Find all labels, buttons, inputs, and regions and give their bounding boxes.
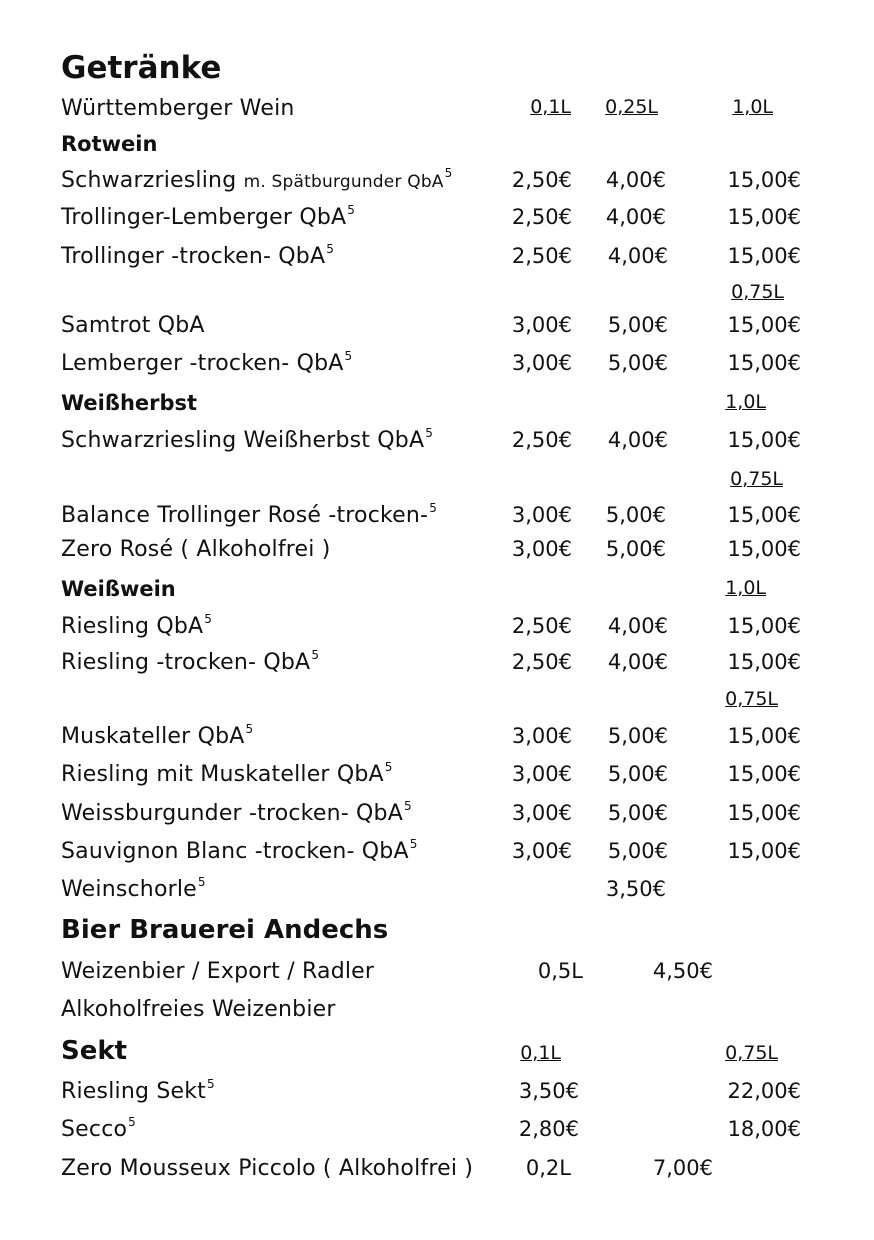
menu-item: [0, 348, 874, 381]
price-large: 15,00€: [727, 614, 801, 638]
menu-item: [0, 997, 874, 1027]
menu-item: [0, 721, 874, 754]
item-name: Sauvignon Blanc -trocken- QbA$^5$: [61, 836, 418, 864]
price-small: 3,50€: [518, 1079, 579, 1103]
price-large: 18,00€: [727, 1117, 801, 1141]
size-label: 0,75L: [730, 468, 783, 490]
size-col1: 0,1L: [520, 1042, 561, 1064]
section-heading-sekt: Sekt: [61, 1036, 128, 1066]
section-heading-weisswein: Weißwein: [61, 577, 176, 601]
size-col2: 0,25L: [605, 96, 658, 118]
menu-item: [0, 798, 874, 831]
section-heading-weissherbst: Weißherbst: [61, 391, 198, 415]
section-heading-rotwein: Rotwein: [61, 132, 158, 156]
price-medium: 5,00€: [607, 762, 668, 786]
price-large: 15,00€: [727, 724, 801, 748]
size-row: [0, 281, 874, 311]
price-medium: 5,00€: [607, 313, 668, 337]
price-small: 3,00€: [511, 313, 572, 337]
price-small: 3,00€: [511, 801, 572, 825]
price-medium: 5,00€: [607, 839, 668, 863]
price-large: 15,00€: [727, 537, 801, 561]
price-large: 15,00€: [727, 801, 801, 825]
price-small: 3,00€: [511, 724, 572, 748]
price-large: 15,00€: [727, 762, 801, 786]
item-name: Muskateller QbA$^5$: [61, 721, 254, 749]
item-name: Riesling -trocken- QbA$^5$: [61, 647, 320, 675]
wine-header-row: [0, 96, 874, 126]
item-name: Lemberger -trocken- QbA$^5$: [61, 348, 353, 376]
item-name: Weinschorle$^5$: [61, 874, 206, 902]
price-large: 15,00€: [727, 428, 801, 452]
price-small: 3,00€: [511, 351, 572, 375]
menu-item: [0, 165, 874, 198]
bier-heading-row: [0, 915, 874, 951]
price-large: 15,00€: [727, 650, 801, 674]
price-medium: 4,00€: [607, 614, 668, 638]
price-small: 2,50€: [511, 650, 572, 674]
size-label: 0,75L: [725, 688, 778, 710]
price-small: 2,50€: [511, 244, 572, 268]
item-name: Alkoholfreies Weizenbier: [61, 997, 336, 1022]
item-name: Secco$^5$: [61, 1114, 136, 1142]
item-name: Weizenbier / Export / Radler: [61, 959, 375, 984]
menu-item: [0, 425, 874, 458]
price-large: 15,00€: [727, 503, 801, 527]
wine-header-label: Württemberger Wein: [61, 96, 295, 121]
price-small: 2,50€: [511, 428, 572, 452]
price-medium: 4,00€: [607, 244, 668, 268]
item-name: Zero Mousseux Piccolo ( Alkoholfrei ): [61, 1156, 474, 1181]
price-medium: 4,00€: [605, 205, 666, 229]
price-large: 22,00€: [727, 1079, 801, 1103]
menu-item: [0, 836, 874, 869]
size-label: 1,0L: [725, 391, 766, 413]
rotwein-heading-row: [0, 132, 874, 162]
title-row: [0, 50, 874, 90]
price-medium: 3,50€: [605, 877, 666, 901]
price-medium: 5,00€: [607, 801, 668, 825]
price-large: 15,00€: [727, 351, 801, 375]
price-medium: 5,00€: [607, 724, 668, 748]
menu-item: [0, 647, 874, 680]
size-row: [0, 688, 874, 718]
price-large: 15,00€: [727, 839, 801, 863]
price-medium: 5,00€: [605, 537, 666, 561]
menu-item: [0, 611, 874, 644]
item-name: Balance Trollinger Rosé -trocken-$^5$: [61, 500, 438, 528]
price-medium: 5,00€: [605, 503, 666, 527]
menu-item: [0, 1156, 874, 1186]
item-name: Trollinger-Lemberger QbA$^5$: [61, 202, 356, 230]
price-medium: 4,00€: [607, 650, 668, 674]
price-small: 2,50€: [511, 205, 572, 229]
size-label: 1,0L: [725, 577, 766, 599]
price-large: 15,00€: [727, 168, 801, 192]
weisswein-heading-row: [0, 577, 874, 607]
menu-item: [0, 537, 874, 567]
menu-item: [0, 500, 874, 533]
price-small: 2,50€: [511, 614, 572, 638]
item-name: Riesling mit Muskateller QbA$^5$: [61, 759, 393, 787]
price-medium: 4,00€: [607, 428, 668, 452]
price-small: 3,00€: [511, 839, 572, 863]
price-medium: 5,00€: [607, 351, 668, 375]
page-title: Getränke: [61, 50, 222, 86]
price-small: 2,80€: [518, 1117, 579, 1141]
price-small: 2,50€: [511, 168, 572, 192]
price-large: 15,00€: [727, 205, 801, 229]
size-col1: 0,1L: [530, 96, 571, 118]
sekt-heading-row: [0, 1036, 874, 1072]
price-small: 3,00€: [511, 762, 572, 786]
item-name: Zero Rosé ( Alkoholfrei ): [61, 537, 331, 562]
menu-item: [0, 759, 874, 792]
item-name: Samtrot QbA: [61, 313, 205, 338]
menu-item: [0, 874, 874, 907]
size-label: 0,75L: [731, 281, 784, 303]
size-col3: 1,0L: [732, 96, 773, 118]
menu-item: [0, 241, 874, 274]
menu-item: [0, 1114, 874, 1147]
price-small: 3,00€: [511, 537, 572, 561]
menu-item: [0, 959, 874, 989]
item-name: Weissburgunder -trocken- QbA$^5$: [61, 798, 412, 826]
item-name: Riesling Sekt$^5$: [61, 1076, 215, 1104]
size-col3: 0,75L: [725, 1042, 778, 1064]
price-medium: 4,00€: [605, 168, 666, 192]
price: 7,00€: [652, 1156, 713, 1180]
price-large: 15,00€: [727, 244, 801, 268]
size-label: 0,2L: [525, 1156, 571, 1180]
item-name: Schwarzriesling m. Spätburgunder QbA$^5$: [61, 165, 453, 193]
size-label: 0,5L: [537, 959, 583, 983]
item-name: Schwarzriesling Weißherbst QbA$^5$: [61, 425, 434, 453]
price: 4,50€: [652, 959, 713, 983]
size-row: [0, 468, 874, 498]
menu-item: [0, 1076, 874, 1109]
price-large: 15,00€: [727, 313, 801, 337]
section-heading-bier: Bier Brauerei Andechs: [61, 915, 389, 945]
item-name: Riesling QbA$^5$: [61, 611, 213, 639]
weissherbst-heading-row: [0, 391, 874, 421]
item-name: Trollinger -trocken- QbA$^5$: [61, 241, 335, 269]
menu-item: [0, 202, 874, 235]
menu-item: [0, 313, 874, 343]
price-small: 3,00€: [511, 503, 572, 527]
